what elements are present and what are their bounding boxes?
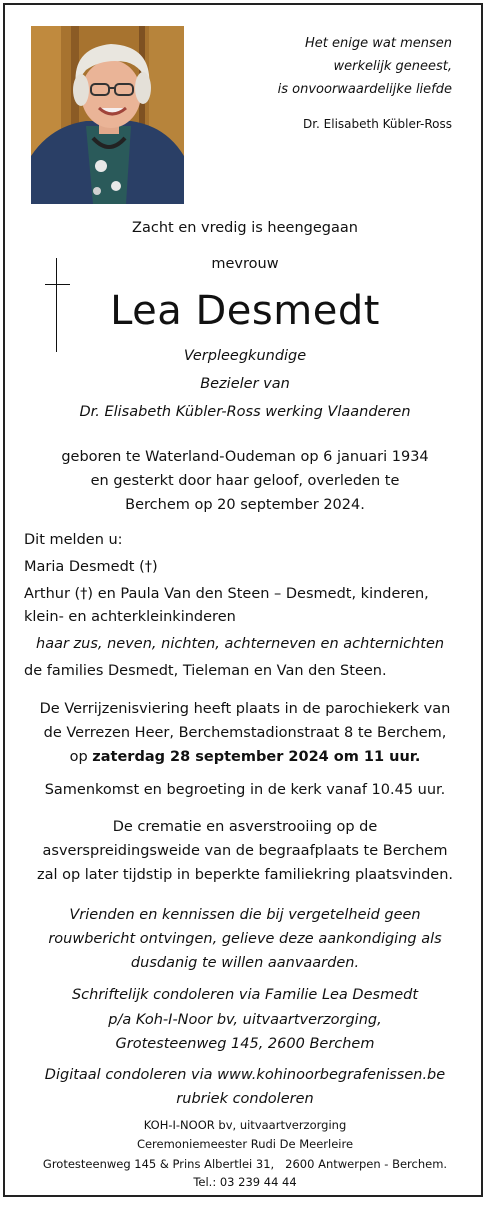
intro-text: Zacht en vredig is heengegaan [132,220,358,236]
announce-line: de families Desmedt, Tieleman en Van den Steen. [24,663,387,679]
footer-line: KOH-I-NOOR bv, uitvaartverzorging [143,1118,347,1132]
quote-line: Het enige wat mensen [305,36,452,51]
service-datetime: zaterdag 28 september 2024 om 11 uur. [92,749,421,765]
condolence-digital-line: Digitaal condoleren via www.kohinoorbegrafenissen.be [44,1067,446,1083]
notice-line: rouwbericht ontvingen, gelieve deze aankondiging als [48,931,442,947]
service-prefix: op [69,749,88,765]
title-text: mevrouw [211,256,279,272]
footer-address: Grotesteenweg 145 & Prins Albertlei 31, 2600 Antwerpen - Berchem. [42,1157,448,1171]
announce-line: Maria Desmedt (†) [24,559,158,575]
footer-phone: Tel.: 03 239 44 44 [193,1175,297,1189]
condolence-digital-line: rubriek condoleren [176,1091,314,1107]
condolence-written-line: Schriftelijk condoleren via Familie Lea Desmedt [71,987,419,1003]
announce-line: haar zus, neven, nichten, achterneven en achternichten [36,636,445,652]
role-line: Bezieler van [200,376,290,392]
cross-icon-bar [45,284,70,285]
quote-author: Dr. Elisabeth Kübler-Ross [302,117,452,131]
notice-line: Vrienden en kennissen die bij vergetelheid geen [69,907,421,923]
quote [212,32,452,101]
cremation-line: zal op later tijdstip in beperkte familiekring plaatsvinden. [36,867,454,883]
quote-line: werkelijk geneest, [333,59,452,74]
condolence-written-line: p/a Koh-I-Noor bv, uitvaartverzorging, [108,1012,382,1028]
cremation-line: asverspreidingsweide van de begraafplaats te Berchem [42,843,448,859]
announce-heading: Dit melden u: [24,532,123,548]
notice-line: dusdanig te willen aanvaarden. [130,955,360,971]
cremation-line: De crematie en asverstrooiing op de [112,819,378,835]
deceased-name: Lea Desmedt [110,288,380,334]
announce-line: klein- en achterkleinkinderen [24,609,236,625]
role-line: Dr. Elisabeth Kübler-Ross werking Vlaanderen [79,404,411,420]
birth-line: geboren te Waterland-Oudeman op 6 januari 1934 [61,449,429,465]
announce-line: Arthur (†) en Paula Van den Steen – Desmedt, kinderen, [24,586,429,602]
service-line: de Verrezen Heer, Berchemstadionstraat 8 te Berchem, [43,725,447,741]
role-line: Verpleegkundige [183,348,307,364]
birth-line: Berchem op 20 september 2024. [125,497,365,513]
service-line: De Verrijzenisviering heeft plaats in de parochiekerk van [39,701,451,717]
portrait-photo [31,26,184,204]
birth-line: en gesterkt door haar geloof, overleden te [90,473,400,489]
condolence-written-line: Grotesteenweg 145, 2600 Berchem [115,1036,375,1052]
service-date [0,745,490,769]
quote-line: is onvoorwaardelijke liefde [277,82,452,97]
footer-line: Ceremoniemeester Rudi De Meerleire [136,1137,354,1151]
gathering-text: Samenkomst en begroeting in de kerk vanaf 10.45 uur. [44,782,446,798]
